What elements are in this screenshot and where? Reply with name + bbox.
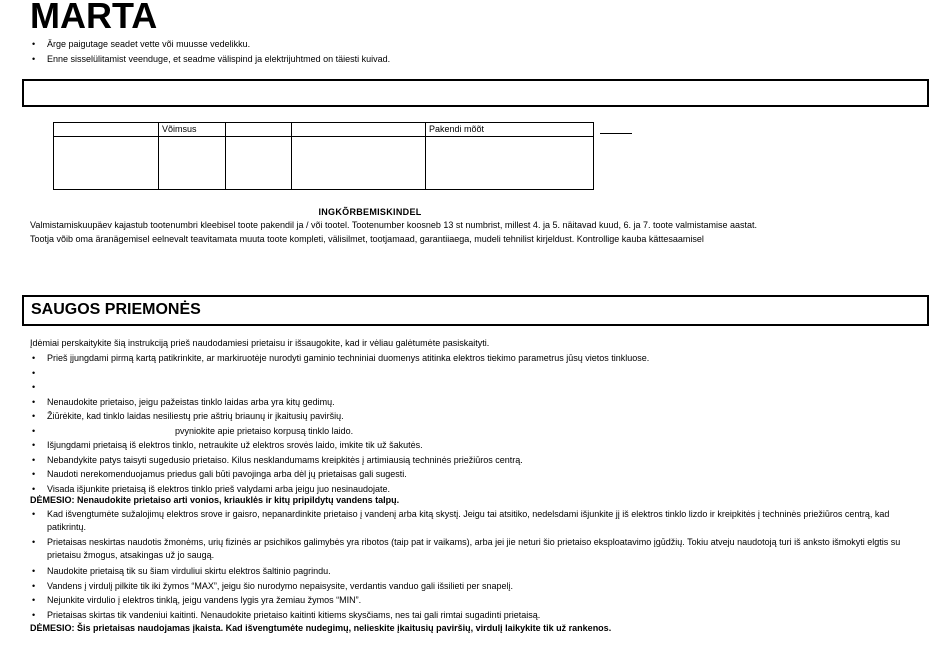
table-header-row [54, 123, 594, 137]
list-item: • Prietaisas skirtas tik vandeniui kaitinti. Nenaudokite prietaiso kaitinti kitiems skysčiams, nes tai gali rimtai sugadinti prietaisą. [30, 608, 910, 623]
table-header-cell: Võimsus [159, 123, 226, 137]
list-item [30, 366, 649, 381]
section-heading: INGKÕRBEMISKINDEL [318, 207, 422, 217]
top-bullet-list [30, 37, 390, 66]
safety-intro: Įdėmiai perskaitykite šią instrukciją prieš naudodamiesi prietaisu ir išsaugokite, kad ir vėliau galėtumėte pasiskaityti. [30, 338, 490, 348]
list-item: • Enne sisselülitamist veenduge, et seadme välispind ja elektrijuhtmed on täiesti kuivad. [30, 52, 390, 67]
list-item: • Naudokite prietaisą tik su šiam virduliui skirtu elektros šaltinio pagrindu. [30, 564, 910, 579]
list-item: • Naudoti nerekomenduojamus priedus gali būti pavojinga arba dėl jų prietaisas gali sugesti. [30, 467, 649, 482]
table-row [54, 137, 594, 190]
list-item: • Nebandykite patys taisyti sugedusio prietaiso. Kilus nesklandumams kreipkitės į artimiausią techninės priežiūros centrą. [30, 453, 649, 468]
safety-title-box [22, 295, 929, 326]
manufacturer-notice-text: Tootja võib oma äranägemisel eelnevalt teavitamata muuta toote kompleti, välisilmet, tootjamaad, garantiiaega, mudeli tehnilist kirjeldust. Kontrollige kauba kättesaamisel [30, 234, 704, 244]
list-item: • Išjungdami prietaisą iš elektros tinklo, netraukite už elektros srovės laido, imkite tik už šakutės. [30, 438, 649, 453]
safety-title: SAUGOS PRIEMONĖS [31, 301, 201, 318]
blank-line [600, 133, 632, 134]
table-header-cell [226, 123, 292, 137]
empty-section-header-box [22, 79, 929, 107]
spec-table [53, 122, 594, 190]
table-header-cell [54, 123, 159, 137]
list-item: • Prietaisas neskirtas naudotis žmonėms, urių fizinės ar psichikos galimybės yra ribotos (taip pat ir vaikams), arba jei jie neturi šio prietaiso eksploatavimo įgūdžių. Tokiu atveju naudotoją turi iš anksto išmokyti elgtis su prietaisu žmogus, atsakingas už jo saugą. [30, 536, 910, 562]
warning-text-2: DĖMESIO: Šis prietaisas naudojamas įkaista. Kad išvengtumėte nudegimų, nelieskite įkaitusių paviršių, virdulį laikykite tik už rankenos. [30, 623, 612, 633]
table-header-cell [292, 123, 426, 137]
brand-logo: MARTA [30, 0, 158, 36]
safety-bullet-list [30, 351, 649, 496]
warning-text: DĖMESIO: Nenaudokite prietaiso arti vonios, kriauklės ir kitų pripildytų vandens talpų. [30, 495, 400, 505]
list-item: • Žiūrėkite, kad tinklo laidas nesiliestų prie aštrių briaunų ir įkaitusių paviršių. [30, 409, 649, 424]
table-cell [226, 137, 292, 190]
safety-bullet-list-2 [30, 508, 910, 622]
list-item: • Vandens į virdulį pilkite tik iki žymos “MAX”, jeigu šio nurodymo nepaisysite, verdantis vanduo gali išsilieti per snapelį. [30, 579, 910, 594]
table-cell [292, 137, 426, 190]
list-item: • Prieš įjungdami pirmą kartą patikrinkite, ar markiruotėje nurodyti gaminio techniniai duomenys atitinka elektros tiekimo parametrus jūsų vietos tinkluose. [30, 351, 649, 366]
list-item: • Nenaudokite prietaiso, jeigu pažeistas tinklo laidas arba yra kitų gedimų. [30, 395, 649, 410]
list-item: • pvyniokite apie prietaiso korpusą tinklo laido. [30, 424, 649, 439]
list-item: • Visada išjunkite prietaisą iš elektros tinklo prieš valydami arba jeigu juo nesinaudojate. [30, 482, 649, 497]
table-cell [159, 137, 226, 190]
list-item [30, 380, 649, 395]
table-header-cell: Pakendi mõõt [426, 123, 594, 137]
table-cell [426, 137, 594, 190]
list-item: • Kad išvengtumėte sužalojimų elektros srove ir gaisro, nepanardinkite prietaiso į vandenį arba kitą skystį. Jeigu tai atsitiko, nedelsdami išjunkite jį iš elektros tinklo lizdo ir kreipkitės į techninės priežiūros centrą, kad patikrintų. [30, 508, 910, 534]
list-item: • Nejunkite virdulio į elektros tinklą, jeigu vandens lygis yra žemiau žymos “MIN”. [30, 593, 910, 608]
table-cell [54, 137, 159, 190]
list-item: • Ärge paigutage seadet vette või muusse vedelikku. [30, 37, 390, 52]
manufacture-date-text: Valmistamiskuupäev kajastub tootenumbri kleebisel toote pakendil ja / või tootel. Tootenumber koosneb 13 st numbrist, millest 4. ja 5. näitavad kuud, 6. ja 7. toote valmistamise aastat. [30, 220, 758, 230]
